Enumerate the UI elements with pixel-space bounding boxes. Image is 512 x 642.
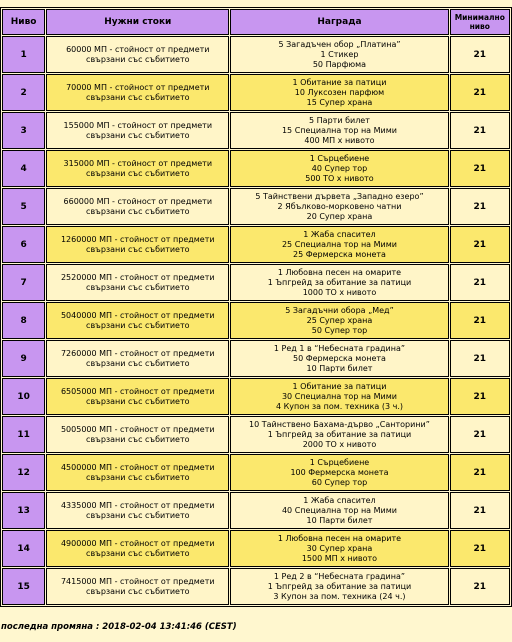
required-goods-cell: 660000 МП - стойност от предмети свързани със събитието — [46, 188, 229, 225]
required-goods-cell: 70000 МП - стойност от предмети свързани със събитието — [46, 74, 229, 111]
reward-line: 10 Парти билет — [306, 363, 373, 373]
reward-line: 1000 ТО х нивото — [302, 287, 377, 297]
reward-cell — [230, 416, 448, 453]
required-goods-cell: 155000 МП - стойност от предмети свързани със събитието — [46, 112, 229, 149]
level-cell: 7 — [2, 264, 45, 301]
required-goods-cell: 60000 МП - стойност от предмети свързани със събитието — [46, 36, 229, 73]
reward-line: 1 Любовна песен на омарите — [277, 267, 402, 277]
reward-line: 15 Супер храна — [306, 97, 373, 107]
table-row — [2, 150, 510, 187]
level-cell: 13 — [2, 492, 45, 529]
reward-line: 50 Парфюма — [312, 59, 367, 69]
table-row — [2, 112, 510, 149]
table-row — [2, 226, 510, 263]
header-reward: Награда — [230, 9, 448, 35]
table-row — [2, 378, 510, 415]
min-level-cell: 21 — [450, 226, 510, 263]
reward-line: 25 Специална тор на Мими — [281, 239, 397, 249]
reward-cell — [230, 568, 448, 605]
table-row — [2, 454, 510, 491]
reward-line: 1 Сърцебиене — [309, 153, 370, 163]
reward-line: 10 Парти билет — [306, 515, 373, 525]
reward-line: 3 Купон за пом. техника (24 ч.) — [273, 591, 406, 601]
min-level-cell: 21 — [450, 264, 510, 301]
reward-line: 50 Супер тор — [311, 325, 368, 335]
header-level: Ниво — [2, 9, 45, 35]
reward-line: 2 Ябълково-морковено чатни — [277, 201, 402, 211]
reward-line: 1 Сърцебиене — [309, 457, 370, 467]
reward-line: 15 Специална тор на Мими — [281, 125, 397, 135]
level-cell: 3 — [2, 112, 45, 149]
min-level-cell: 21 — [450, 378, 510, 415]
reward-line: 10 Луксозен парфюм — [294, 87, 385, 97]
level-cell: 1 — [2, 36, 45, 73]
reward-line: 1 Ъпгрейд за обитание за патици — [267, 277, 412, 287]
min-level-cell: 21 — [450, 150, 510, 187]
table-row — [2, 74, 510, 111]
min-level-cell: 21 — [450, 36, 510, 73]
reward-line: 25 Фермерска монета — [292, 249, 386, 259]
reward-line: 5 Загадъчен обор „Платина” — [278, 39, 401, 49]
reward-cell — [230, 226, 448, 263]
table-row — [2, 340, 510, 377]
reward-line: 60 Супер тор — [311, 477, 368, 487]
header-min-level-line1: Минимално — [454, 13, 505, 22]
level-cell: 4 — [2, 150, 45, 187]
reward-cell — [230, 340, 448, 377]
min-level-cell: 21 — [450, 416, 510, 453]
required-goods-cell: 315000 МП - стойност от предмети свързани със събитието — [46, 150, 229, 187]
table-row — [2, 264, 510, 301]
level-cell: 2 — [2, 74, 45, 111]
reward-cell — [230, 264, 448, 301]
reward-line: 30 Супер храна — [306, 543, 373, 553]
required-goods-cell: 1260000 МП - стойност от предмети свързани със събитието — [46, 226, 229, 263]
required-goods-cell: 5005000 МП - стойност от предмети свързани със събитието — [46, 416, 229, 453]
reward-cell — [230, 530, 448, 567]
reward-line: 1 Ъпгрейд за обитание за патици — [267, 429, 412, 439]
min-level-cell: 21 — [450, 454, 510, 491]
reward-line: 20 Супер храна — [306, 211, 373, 221]
level-cell: 9 — [2, 340, 45, 377]
level-cell: 11 — [2, 416, 45, 453]
reward-line: 40 Специална тор на Мими — [281, 505, 397, 515]
reward-line: 30 Специална тор на Мими — [281, 391, 397, 401]
required-goods-cell: 2520000 МП - стойност от предмети свързани със събитието — [46, 264, 229, 301]
level-cell: 14 — [2, 530, 45, 567]
required-goods-cell: 7415000 МП - стойност от предмети свързани със събитието — [46, 568, 229, 605]
table-row — [2, 36, 510, 73]
required-goods-cell: 7260000 МП - стойност от предмети свързани със събитието — [46, 340, 229, 377]
reward-cell — [230, 150, 448, 187]
reward-line: 1 Ъпгрейд за обитание за патици — [267, 581, 412, 591]
reward-cell — [230, 454, 448, 491]
min-level-cell: 21 — [450, 492, 510, 529]
reward-line: 1 Ред 1 в “Небесната градина” — [273, 343, 406, 353]
reward-line: 5 Тайнствени дървета „Западно езеро” — [255, 191, 424, 201]
table-row — [2, 492, 510, 529]
required-goods-cell: 6505000 МП - стойност от предмети свързани със събитието — [46, 378, 229, 415]
reward-cell — [230, 492, 448, 529]
reward-line: 500 ТО х нивото — [305, 173, 374, 183]
header-min-level-line2: ниво — [469, 22, 490, 31]
reward-cell — [230, 188, 448, 225]
min-level-cell: 21 — [450, 340, 510, 377]
rewards-table — [0, 7, 512, 607]
reward-line: 100 Фермерска монета — [290, 467, 389, 477]
reward-line: 1 Любовна песен на омарите — [277, 533, 402, 543]
reward-cell — [230, 302, 448, 339]
min-level-cell: 21 — [450, 530, 510, 567]
reward-line: 1 Обитание за патици — [292, 381, 387, 391]
level-cell: 12 — [2, 454, 45, 491]
table-row — [2, 568, 510, 605]
reward-line: 1 Стикер — [320, 49, 359, 59]
reward-line: 400 МП х нивото — [304, 135, 375, 145]
reward-line: 1 Жаба спасител — [303, 495, 376, 505]
reward-cell — [230, 112, 448, 149]
min-level-cell: 21 — [450, 302, 510, 339]
reward-line: 5 Загадъчни обора „Мед” — [285, 305, 394, 315]
table-row — [2, 530, 510, 567]
reward-line: 1 Ред 2 в “Небесната градина” — [273, 571, 406, 581]
min-level-cell: 21 — [450, 568, 510, 605]
reward-line: 10 Тайнствено Бахама-дърво „Санторини” — [249, 419, 430, 429]
reward-line: 4 Купон за пом. техника (3 ч.) — [275, 401, 403, 411]
table-row — [2, 416, 510, 453]
min-level-cell: 21 — [450, 74, 510, 111]
level-cell: 5 — [2, 188, 45, 225]
required-goods-cell: 5040000 МП - стойност от предмети свързани със събитието — [46, 302, 229, 339]
reward-line: 5 Парти билет — [309, 115, 370, 125]
reward-cell — [230, 74, 448, 111]
reward-cell — [230, 378, 448, 415]
header-min-level — [450, 9, 510, 35]
reward-line: 1 Обитание за патици — [292, 77, 387, 87]
level-cell: 6 — [2, 226, 45, 263]
required-goods-cell: 4500000 МП - стойност от предмети свързани със събитието — [46, 454, 229, 491]
reward-line: 50 Фермерска монета — [292, 353, 386, 363]
reward-line: 2000 ТО х нивото — [302, 439, 377, 449]
table-header-row — [2, 9, 510, 35]
reward-line: 1500 МП х нивото — [301, 553, 378, 563]
header-required-goods: Нужни стоки — [46, 9, 229, 35]
reward-line: 40 Супер тор — [311, 163, 368, 173]
reward-line: 25 Супер храна — [306, 315, 373, 325]
level-cell: 10 — [2, 378, 45, 415]
min-level-cell: 21 — [450, 112, 510, 149]
table-row — [2, 302, 510, 339]
min-level-cell: 21 — [450, 188, 510, 225]
reward-line: 1 Жаба спасител — [303, 229, 376, 239]
reward-cell — [230, 36, 448, 73]
level-cell: 15 — [2, 568, 45, 605]
last-modified-footer: последна промяна : 2018-02-04 13:41:46 (CEST) — [1, 622, 237, 632]
required-goods-cell: 4900000 МП - стойност от предмети свързани със събитието — [46, 530, 229, 567]
table-row — [2, 188, 510, 225]
level-cell: 8 — [2, 302, 45, 339]
required-goods-cell: 4335000 МП - стойност от предмети свързани със събитието — [46, 492, 229, 529]
